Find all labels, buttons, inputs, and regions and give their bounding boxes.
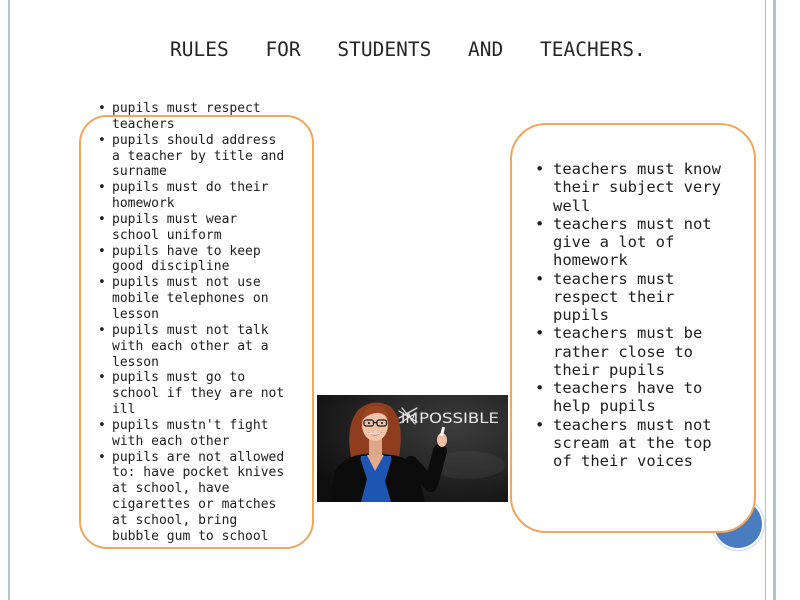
teacher-rules-list: [553, 160, 735, 470]
teacher-rule: • teachers must be rather close to their pupils: [553, 324, 735, 379]
student-rule: • pupils have to keep good discipline: [112, 244, 288, 276]
teacher-rule: • teachers must not give a lot of homework: [553, 215, 735, 270]
teacher-rule: • teachers must respect their pupils: [553, 270, 735, 325]
teacher-rule: • teachers have to help pupils: [553, 379, 735, 416]
chalk-text: POSSIBLE: [419, 411, 499, 427]
student-rule: • pupils are not allowed to: have pocket knives at school, have cigarettes or matches at school, bring bubble gum to school: [112, 450, 288, 545]
frame-line-left: [8, 0, 10, 600]
slide-title: RULES FOR STUDENTS AND TEACHERS.: [170, 38, 646, 61]
eye-left: [368, 422, 370, 424]
teacher-rule: • teachers must know their subject very well: [553, 160, 735, 215]
chalk-struck-text: IM: [401, 411, 418, 427]
eye-right: [381, 422, 383, 424]
frame-line-right-thick: [773, 0, 776, 600]
student-rule: • pupils must respect teachers: [112, 101, 288, 133]
frame-line-right-thin: [765, 0, 766, 600]
student-rule: • pupils must not use mobile telephones on lesson: [112, 275, 288, 323]
student-rule: • pupils must do their homework: [112, 180, 288, 212]
teacher-photo: [317, 395, 508, 502]
student-rule: • pupils must go to school if they are not ill: [112, 370, 288, 418]
student-rule: • pupils must wear school uniform: [112, 212, 288, 244]
student-rule: • pupils must not talk with each other at a lesson: [112, 323, 288, 371]
student-rule: • pupils mustn't fight with each other: [112, 418, 288, 450]
student-rule: • pupils should address a teacher by title and surname: [112, 133, 288, 181]
student-rules-list: [112, 101, 288, 545]
teacher-rule: • teachers must not scream at the top of their voices: [553, 416, 735, 471]
